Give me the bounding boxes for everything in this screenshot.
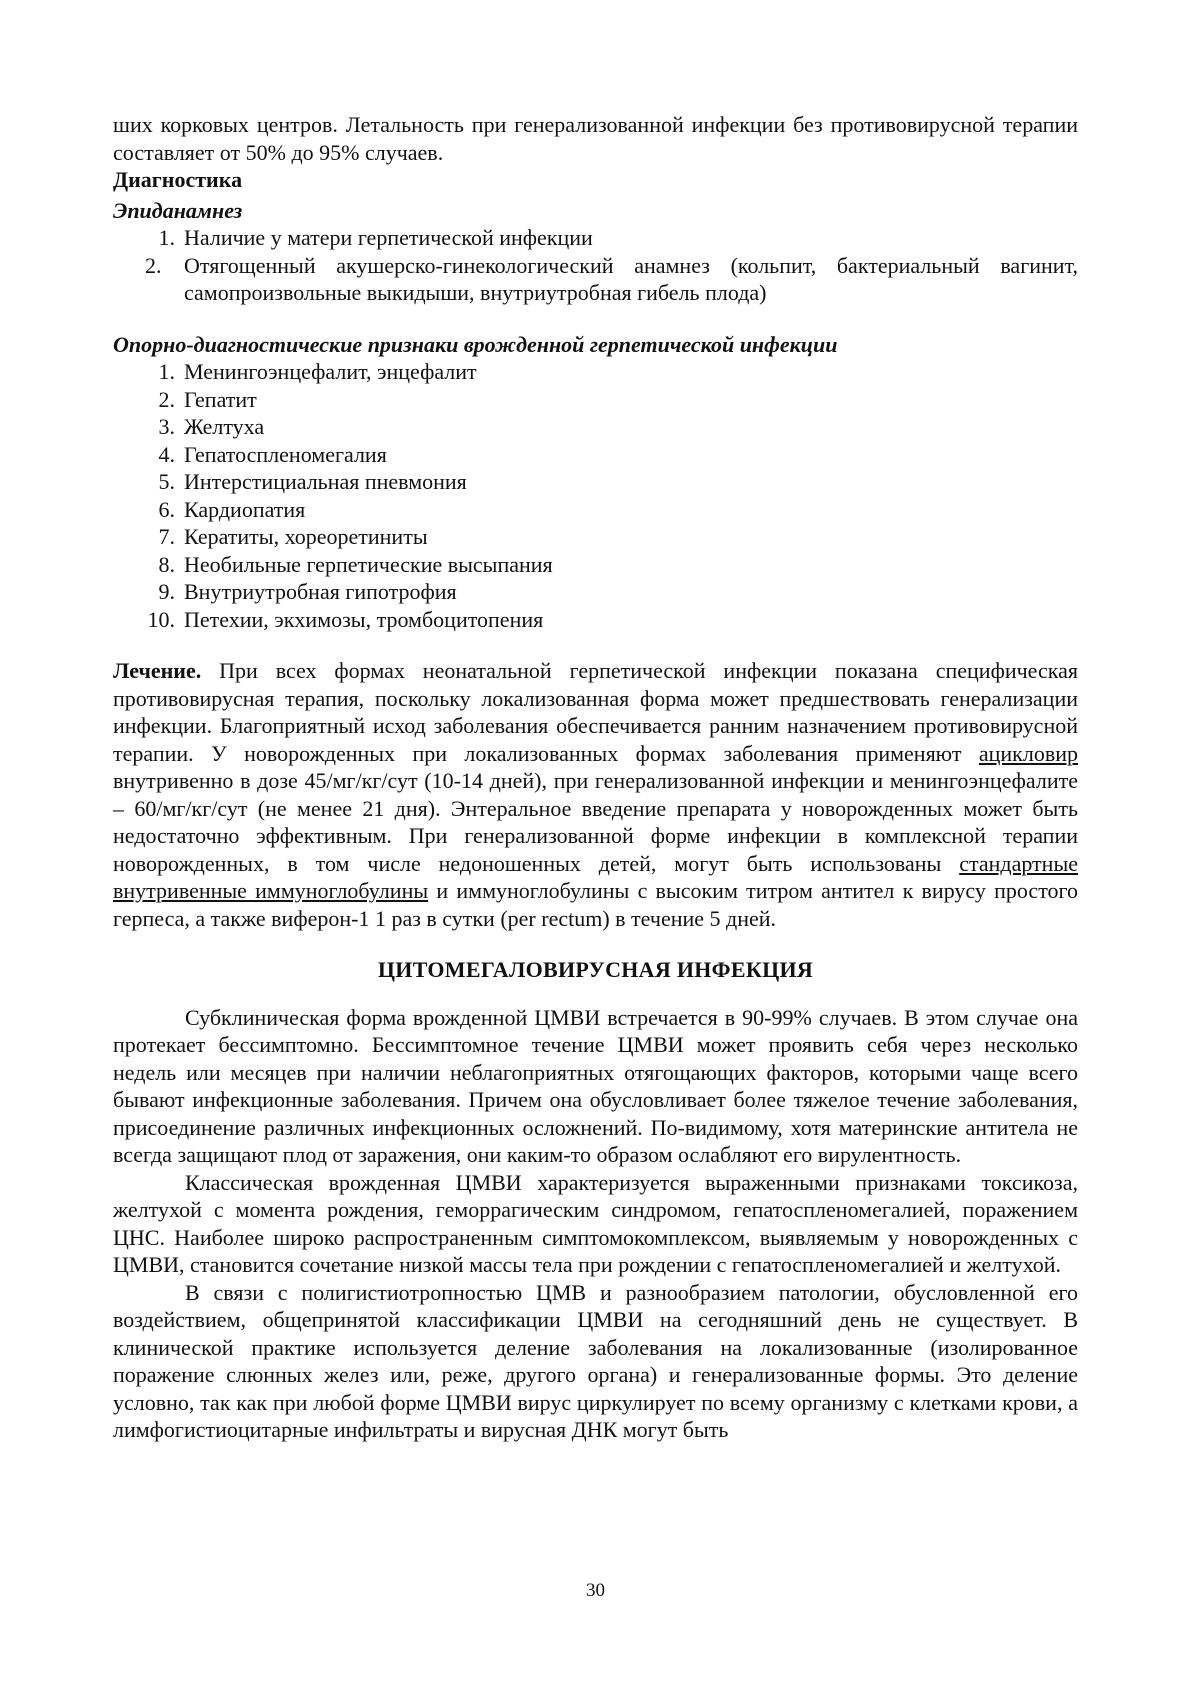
signs-list <box>113 358 1078 633</box>
list-item-number: 8. <box>158 551 175 577</box>
list-item <box>113 358 1078 386</box>
treatment-text-3: и иммуноглобулины с высоким титром антител к вирусу простого герпеса, а также виферон-1 1 раз в сутки (per rectum) в течение 5 дней. <box>113 878 1078 931</box>
list-item-number: 6. <box>158 496 175 522</box>
acyclovir-link: ацикловир <box>978 740 1078 766</box>
list-item-text: Внутриутробная гипотрофия <box>184 579 457 604</box>
treatment-label: Лечение. <box>113 658 202 683</box>
list-item-number: 10. <box>147 606 175 632</box>
list-item-number: 7. <box>158 524 175 549</box>
list-item <box>113 551 1078 579</box>
cmv-paragraph: Классическая врожденная ЦМВИ характеризуется выраженными признаками токсикоза, желтухой с момента рождения, геморрагическим синдромом, гепатоспленомегалией, поражением ЦНС. Наиболее широко распространенным симптомокомплексом, выявляемым у новорожденных с ЦМВИ, становится сочетание низкой массы тела при рождении с гепатоспленомегалией и желтухой. <box>113 1169 1078 1277</box>
list-item-text: Отягощенный акушерско-гинекологический анамнез (кольпит, бактериальный вагинит, самопроизвольные выкидыши, внутриутробная гибель плода) <box>184 252 1078 305</box>
epid-list <box>113 224 1078 307</box>
list-item-number: 1. <box>158 225 175 250</box>
list-item-number: 3. <box>158 414 175 439</box>
cmv-paragraph: В связи с полигистиотропностью ЦМВ и разнообразием патологии, обусловленной его воздействием, общепринятой классификации ЦМВИ на сегодняшний день не существует. В клинической практике используется деление заболевания на локализованные (изолированное поражение слюнных желез или, реже, другого органа) и генерализованные формы. Это деление условно, так как при любой форме ЦМВИ вирус циркулирует по всему организму с клетками крови, а лимфогистиоцитарные инфильтраты и вирусная ДНК могут быть <box>113 1279 1078 1442</box>
signs-heading: Опорно-диагностические признаки врожденной герпетической инфекции <box>113 331 838 357</box>
treatment-text-1: При всех формах неонатальной герпетической инфекции показана специфическая противовирусная терапия, поскольку локализованная форма может предшествовать генерализации инфекции. Благоприятный исход заболевания обеспечивается ранним назначением противовирусной терапии. У новорожденных при локализованных формах заболевания применяют <box>113 658 1078 766</box>
list-item-text: Интерстициальная пневмония <box>184 469 467 494</box>
list-item <box>113 441 1078 469</box>
list-item-text: Кардиопатия <box>184 496 306 522</box>
list-item <box>113 606 1078 634</box>
list-item <box>113 386 1078 414</box>
list-item-text: Необильные герпетические высыпания <box>184 551 553 577</box>
treatment-text-2: внутривенно в дозе 45/мг/кг/сут (10-14 дней), при генерализованной инфекции и менингоэнцефалите – 60/мг/кг/сут (не менее 21 дня). Энтеральное введение препарата у новорожденных может быть недостаточно эффективным. При генерализованной форме инфекции в комплексной терапии новорожденных, в том числе недоношенных детей, могут быть использованы <box>113 768 1078 876</box>
list-item <box>113 523 1078 551</box>
cmv-paragraph: Субклиническая форма врожденной ЦМВИ встречается в 90-99% случаев. В этом случае она протекает бессимптомно. Бессимптомное течение ЦМВИ может проявить себя через несколько недель или месяцев при наличии неблагоприятных отягощающих факторов, которыми чаще всего бывают инфекционные заболевания. Причем она обусловливает более тяжелое течение заболевания, присоединение различных инфекционных осложнений. По-видимому, хотя материнские антитела не всегда защищают плод от заражения, они каким-то образом ослабляют его вирулентность. <box>113 1004 1078 1167</box>
intro-paragraph: ших корковых центров. Летальность при генерализованной инфекции без противовирусной терапии составляет от 50% до 95% случаев. <box>113 112 1078 165</box>
list-item-number: 4. <box>158 441 175 467</box>
list-item-number: 9. <box>158 579 175 604</box>
list-item-number: 1. <box>158 359 175 384</box>
list-item-number: 5. <box>158 469 175 494</box>
list-item-text: Желтуха <box>184 414 265 439</box>
cmv-section-title: ЦИТОМЕГАЛОВИРУСНАЯ ИНФЕКЦИЯ <box>377 957 814 982</box>
list-item-text: Гепатит <box>184 386 257 412</box>
list-item <box>113 578 1078 606</box>
list-item-text: Наличие у матери герпетической инфекции <box>184 225 593 250</box>
list-item-number: 2. <box>158 386 175 412</box>
list-item <box>113 496 1078 524</box>
list-item <box>113 224 1078 252</box>
list-item-text: Гепатоспленомегалия <box>184 441 387 467</box>
epid-heading: Эпиданамнез <box>113 197 243 223</box>
treatment-paragraph <box>113 657 1078 932</box>
page-number: 30 <box>586 1580 605 1601</box>
list-item-number: 2. <box>145 252 162 278</box>
list-item <box>113 252 1078 307</box>
list-item-text: Менингоэнцефалит, энцефалит <box>184 359 477 384</box>
document-page <box>113 111 1078 1444</box>
list-item-text: Петехии, экхимозы, тромбоцитопения <box>184 606 544 632</box>
list-item <box>113 413 1078 441</box>
list-item <box>113 468 1078 496</box>
immunoglobulins-link: стандартные внутривенные иммуноглобулины <box>113 850 1078 903</box>
list-item-text: Кератиты, хореоретиниты <box>184 524 428 549</box>
diagnostics-heading: Диагностика <box>113 167 243 192</box>
